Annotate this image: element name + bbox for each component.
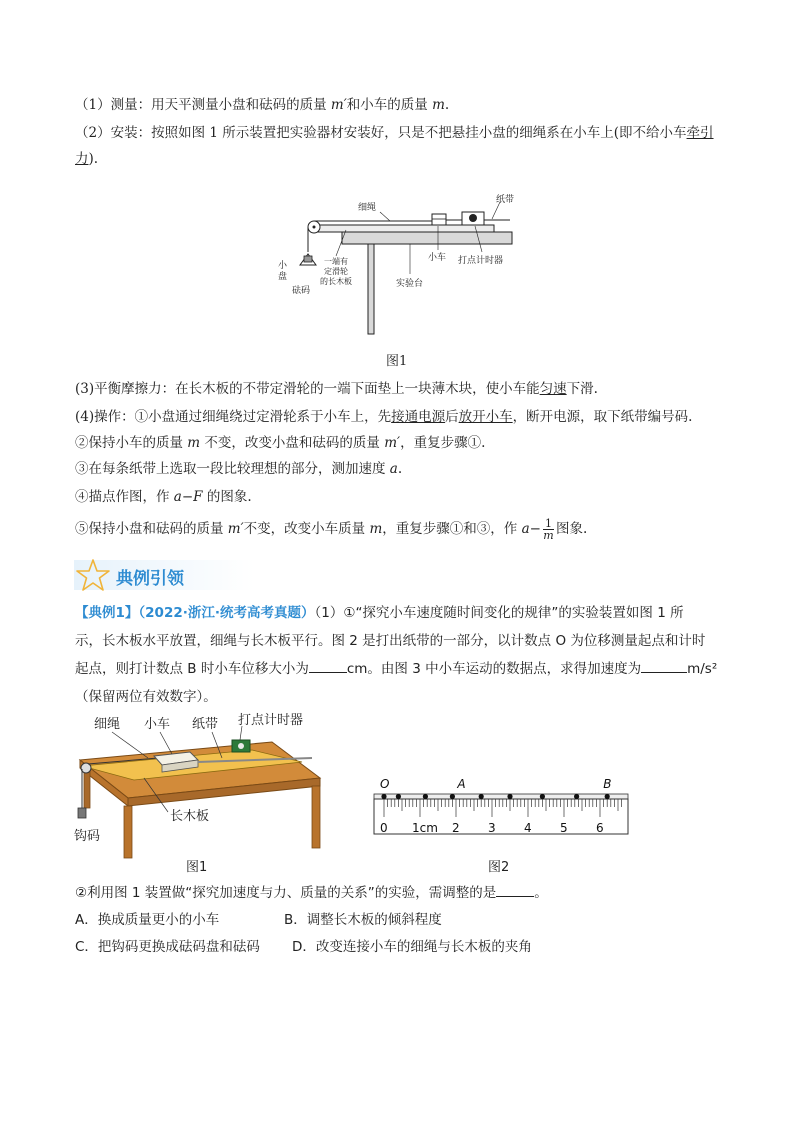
tape-dot	[479, 794, 484, 799]
table-leg-2	[312, 786, 320, 848]
example-1-line-1: 【典例1】（2022·浙江·统考高考真题）（1）①“探究小车速度随时间变化的规律”的实验装置如图 1 所	[75, 605, 684, 621]
banner-title: 典例引领	[116, 569, 184, 589]
tape-dot	[423, 794, 428, 799]
paragraph-install-cont: 力).	[75, 151, 99, 167]
option-c[interactable]: C．把钩码更换成砝码盘和砝码	[75, 939, 260, 955]
paragraph-step-4: ④描点作图，作 a−F 的图象.	[75, 489, 252, 505]
tape-dot	[605, 794, 610, 799]
paper-tape	[374, 794, 628, 799]
label-board-3: 的长木板	[320, 277, 352, 286]
example-1-line-3: 起点，则打计数点 B 时小车位移大小为 cm。由图 3 中小车运动的数据点，求得加速度为 m/s²	[75, 661, 718, 677]
ruler-label: 6	[596, 821, 604, 835]
lab-table-top	[342, 232, 512, 244]
option-a[interactable]: A．换成质量更小的小车	[75, 912, 220, 928]
star-icon	[76, 558, 110, 592]
label-board: 长木板	[170, 809, 210, 824]
point-label-b: B	[603, 777, 612, 791]
label-tape: 纸带	[496, 195, 515, 205]
figure-2-right-caption: 图2	[488, 860, 510, 875]
cart	[432, 214, 446, 225]
answer-blank-3[interactable]	[496, 884, 534, 897]
paragraph-measure: （1）测量：用天平测量小盘和砝码的质量 m′和小车的质量 m.	[75, 97, 450, 113]
option-b[interactable]: B．调整长木板的倾斜程度	[284, 912, 442, 928]
figure-1-caption: 图1	[386, 354, 408, 369]
figure-2-table	[72, 712, 332, 872]
tape-dot	[396, 794, 401, 799]
paragraph-step-3: ③在每条纸带上选取一段比较理想的部分，测加速度 a.	[75, 461, 403, 477]
paragraph-operation: (4)操作：①小盘通过细绳绕过定滑轮系于小车上，先接通电源后放开小车，断开电源，取下纸带编号码.	[75, 409, 693, 425]
tape-dot	[574, 794, 579, 799]
lab-table-leg	[368, 244, 374, 334]
example-1-line-2: 示，长木板水平放置，细绳与长木板平行。图 2 是打出纸带的一部分，以计数点 O 为位移测量起点和计时	[75, 633, 706, 649]
weights	[304, 256, 312, 262]
paragraph-balance-friction: (3)平衡摩擦力：在长木板的不带定滑轮的一端下面垫上一块薄木块，使小车能匀速下滑.	[75, 381, 598, 397]
point-label-o: O	[380, 777, 390, 791]
label-timer: 打点计时器	[238, 713, 304, 728]
ruler-label: 0	[380, 821, 388, 835]
figure-2-ruler	[368, 772, 638, 852]
ruler-label: 4	[524, 821, 532, 835]
label-pan: 小	[278, 261, 288, 271]
label-table: 实验台	[396, 279, 424, 289]
label-weights: 砝码	[292, 286, 311, 296]
table-leg-1	[124, 806, 132, 858]
tape-dot	[450, 794, 455, 799]
label-hook: 钩码	[74, 829, 101, 844]
ruler-label: 2	[452, 821, 460, 835]
tape-dot	[507, 794, 512, 799]
paragraph-step-5: ⑤保持小盘和砝码的质量 m′不变，改变小车质量 m，重复步骤①和③，作 a− $\frac{1}{m}$ 图象.	[75, 517, 588, 542]
hook-weight	[78, 808, 86, 818]
option-d[interactable]: D．改变连接小车的细绳与长木板的夹角	[292, 939, 532, 955]
label-cart: 小车	[428, 253, 447, 263]
label-pan2: 盘	[278, 272, 288, 282]
paragraph-install: （2）安装：按照如图 1 所示装置把实验器材安装好，只是不把悬挂小盘的细绳系在小车上(即不给小车牵引	[75, 125, 714, 141]
question-2: ②利用图 1 装置做“探究加速度与力、质量的关系”的实验，需调整的是 。	[75, 885, 548, 901]
table-leg-3	[84, 768, 90, 808]
example-1-line-4: （保留两位有效数字）。	[75, 689, 217, 705]
answer-blank-1[interactable]	[309, 660, 347, 673]
tape-dot	[381, 794, 386, 799]
point-label-a: A	[457, 777, 466, 791]
answer-blank-2[interactable]	[641, 660, 687, 673]
label-board-1: 一端有	[324, 257, 348, 266]
ruler-label: 3	[488, 821, 496, 835]
label-cart: 小车	[144, 717, 171, 732]
label-tape: 纸带	[192, 717, 219, 732]
tape-dot	[540, 794, 545, 799]
ruler-label: 5	[560, 821, 568, 835]
paragraph-step-2: ②保持小车的质量 m 不变，改变小盘和砝码的质量 m′，重复步骤①.	[75, 435, 486, 451]
section-banner	[74, 560, 254, 590]
label-rope: 细绳	[94, 717, 121, 732]
label-timer: 打点计时器	[458, 256, 504, 266]
label-rope: 细绳	[358, 203, 377, 213]
label-board-2: 定滑轮	[324, 267, 348, 276]
fraction-one-over-m: $\frac{1}{m}$	[543, 517, 554, 542]
figure-2-left-caption: 图1	[186, 860, 208, 875]
long-board	[314, 225, 494, 232]
figure-1-apparatus	[270, 190, 530, 340]
ruler-label: 1cm	[412, 821, 438, 835]
